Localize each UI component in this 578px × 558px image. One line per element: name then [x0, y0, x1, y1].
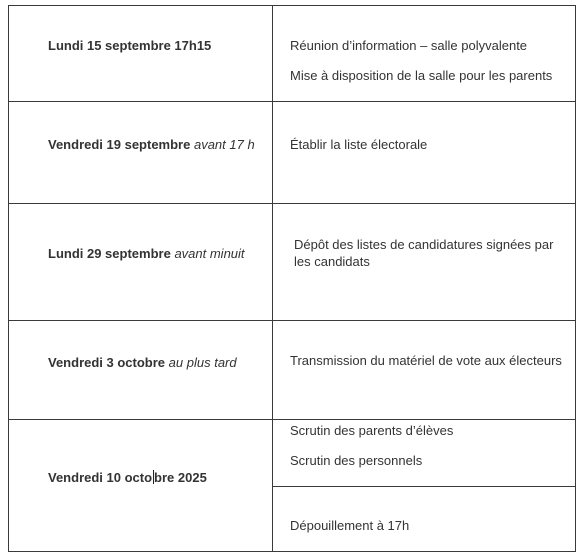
date-qualifier: au plus tard — [168, 355, 237, 370]
row-task[interactable]: Dépouillement à 17h — [290, 518, 410, 533]
column-divider — [272, 5, 273, 552]
row-divider — [8, 203, 576, 204]
table-border-left — [8, 5, 9, 552]
row-divider — [8, 419, 576, 420]
table-border-top — [8, 5, 576, 6]
row-date[interactable] — [48, 37, 211, 54]
row-task[interactable]: Scrutin des personnels — [290, 453, 423, 468]
date-text: Vendredi 19 septembre — [48, 137, 191, 152]
row-task[interactable]: Transmission du matériel de vote aux électeurs — [290, 353, 562, 368]
row-date[interactable] — [48, 136, 255, 153]
subrow-divider — [272, 486, 576, 487]
row-task[interactable]: Dépôt des listes de candidatures signées par les candidats — [294, 237, 554, 269]
date-qualifier: avant minuit — [174, 246, 245, 261]
date-text-part: Vendredi 10 octo — [48, 470, 153, 485]
date-text: Lundi 15 septembre 17h15 — [48, 38, 212, 53]
date-qualifier: avant 17 h — [193, 137, 255, 152]
table-border-bottom — [8, 551, 576, 552]
row-task[interactable]: Mise à disposition de la salle pour les parents — [290, 68, 553, 83]
date-text-part: bre 2025 — [154, 470, 207, 485]
row-task[interactable]: Établir la liste électorale — [290, 137, 428, 152]
row-divider — [8, 320, 576, 321]
table-border-right — [575, 5, 576, 552]
row-task[interactable]: Réunion d’information – salle polyvalente — [290, 38, 528, 53]
date-text: Vendredi 3 octobre — [48, 355, 166, 370]
row-date[interactable] — [48, 469, 207, 486]
row-divider — [8, 101, 576, 102]
row-task[interactable]: Scrutin des parents d’élèves — [290, 423, 454, 438]
row-date[interactable] — [48, 245, 245, 262]
date-text: Lundi 29 septembre — [48, 246, 171, 261]
row-date[interactable] — [48, 354, 237, 371]
